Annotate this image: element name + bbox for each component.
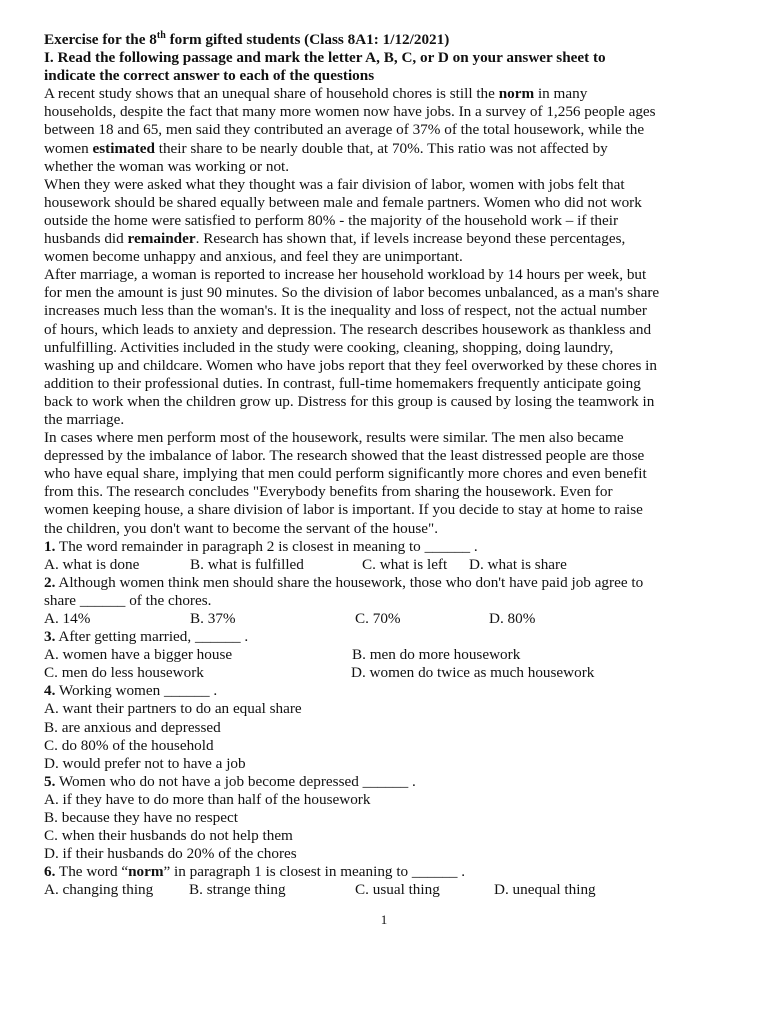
passage-line: the marriage.	[44, 410, 125, 428]
question-2	[44, 574, 734, 628]
answer-options	[44, 556, 734, 574]
option-b: B. 37%	[190, 610, 236, 627]
option-a: A. women have a bigger house	[44, 646, 233, 664]
answer-options	[44, 610, 734, 628]
option-d: D. would prefer not to have a job	[44, 754, 246, 772]
keyword-estimated: estimated	[92, 139, 155, 157]
answer-options	[44, 881, 734, 899]
passage-paragraph-4	[44, 429, 734, 538]
question-5	[44, 773, 734, 863]
passage-line: unfulfilling. Activities included in the study were cooking, cleaning, shopping, doing laundry,	[44, 338, 614, 356]
passage-line: back to work when the children grow up. Distress for this group is caused by losing the teamwork in	[44, 392, 655, 410]
option-b: B. what is fulfilled	[190, 555, 304, 573]
passage-line: women estimated their share to be nearly double that, at 70%. This ratio was not affected by	[44, 139, 608, 157]
option-d: D. unequal thing	[494, 881, 596, 899]
passage-line: increases much less than the woman's. It is the inequality and loss of respect, not the actual number	[44, 302, 647, 320]
passage-line: between 18 and 65, men said they contributed an average of 37% of the total housework, while the	[44, 121, 645, 139]
question-1	[44, 538, 734, 574]
passage-line: whether the woman was working or not.	[44, 157, 290, 175]
passage-line: who have equal share, implying that men could perform significantly more chores and even benefit	[44, 465, 647, 483]
option-c: C. men do less housework	[44, 664, 204, 682]
keyword-norm: norm	[498, 85, 535, 103]
option-d: D. women do twice as much housework	[351, 664, 595, 682]
worksheet-page	[44, 31, 734, 900]
page-number: 1	[380, 912, 388, 927]
passage-paragraph-1	[44, 85, 734, 175]
question-6	[44, 863, 734, 899]
passage-paragraph-3	[44, 266, 734, 429]
answer-options	[44, 646, 734, 664]
answer-options	[44, 664, 734, 682]
option-a: A. 14%	[44, 610, 91, 627]
question-3	[44, 628, 734, 682]
passage-line: women become unhappy and anxious, and feel they are unimportant.	[44, 248, 463, 266]
passage-line: husbands did remainder. Research has shown that, if levels increase beyond these percentages,	[44, 230, 626, 248]
question-stem: 1. The word remainder in paragraph 2 is closest in meaning to ______ .	[44, 537, 478, 555]
question-stem-continued: share ______ of the chores.	[44, 591, 212, 609]
passage-line: households, despite the fact that many more women now have jobs. In a survey of 1,256 people ages	[44, 103, 656, 121]
option-b: B. are anxious and depressed	[44, 718, 221, 736]
passage-line: for men the amount is just 90 minutes. So the division of labor becomes unbalanced, as a man's share	[44, 284, 660, 302]
option-a: A. changing thing	[44, 881, 154, 899]
passage-line: from this. The research concludes "Everybody benefits from sharing the housework. Even for	[44, 483, 613, 501]
instruction-line: indicate the correct answer to each of the questions	[44, 67, 375, 85]
passage-line: women keeping house, a share division of labor is important. If you decide to stay at home to raise	[44, 501, 643, 519]
passage-line: A recent study shows that an unequal share of household chores is still the norm in many	[44, 85, 588, 103]
passage-line: of hours, which leads to anxiety and depression. The research describes housework as thankless and	[44, 320, 652, 338]
passage-line: outside the home were satisfied to perform 80% - the majority of the household work – if their	[44, 211, 619, 229]
option-b: B. men do more housework	[352, 646, 521, 664]
option-a: A. want their partners to do an equal share	[44, 700, 302, 718]
question-stem: 5. Women who do not have a job become depressed ______ .	[44, 772, 416, 790]
worksheet-title: Exercise for the 8th form gifted students (Class 8A1: 1/12/2021)	[44, 29, 450, 48]
option-c: C. do 80% of the household	[44, 736, 214, 754]
passage-line: After marriage, a woman is reported to increase her household workload by 14 hours per week, but	[44, 266, 647, 284]
option-c: C. 70%	[355, 610, 401, 627]
option-c: C. what is left	[362, 555, 448, 573]
option-a: A. what is done	[44, 555, 140, 573]
passage-line: housework should be shared equally between male and female partners. Women who did not work	[44, 193, 642, 211]
keyword-norm: norm	[128, 863, 164, 881]
passage-line: depressed by the imbalance of labor. The research showed that the least distressed people are those	[44, 447, 645, 465]
option-b: B. because they have no respect	[44, 809, 238, 827]
passage-line: In cases where men perform most of the housework, results were similar. The men also became	[44, 429, 624, 447]
passage	[44, 85, 734, 537]
question-stem: 2. Although women think men should share the housework, those who don't have paid job agree to	[44, 573, 644, 591]
option-c: C. when their husbands do not help them	[44, 827, 293, 845]
option-c: C. usual thing	[355, 881, 440, 899]
option-d: D. if their husbands do 20% of the chores	[44, 845, 297, 863]
instruction-line: I. Read the following passage and mark the letter A, B, C, or D on your answer sheet to	[44, 49, 606, 67]
question-stem: 4. Working women ______ .	[44, 682, 218, 700]
option-d: D. what is share	[469, 555, 567, 573]
passage-line: the children, you don't want to become the servant of the house".	[44, 519, 438, 537]
passage-paragraph-2	[44, 176, 734, 266]
passage-line: When they were asked what they thought was a fair division of labor, women with jobs felt that	[44, 175, 625, 193]
option-b: B. strange thing	[189, 881, 286, 899]
option-d: D. 80%	[489, 610, 536, 627]
passage-line: washing up and childcare. Women who have jobs report that they feel overworked by these chores in	[44, 356, 657, 374]
option-a: A. if they have to do more than half of the housework	[44, 790, 371, 808]
question-stem: 6. The word “norm” in paragraph 1 is closest in meaning to ______ .	[44, 863, 466, 881]
question-4	[44, 682, 734, 772]
passage-line: addition to their professional duties. In contrast, full-time homemakers frequently anticipate going	[44, 374, 641, 392]
question-stem: 3. After getting married, ______ .	[44, 628, 249, 646]
keyword-remainder: remainder	[127, 230, 196, 248]
